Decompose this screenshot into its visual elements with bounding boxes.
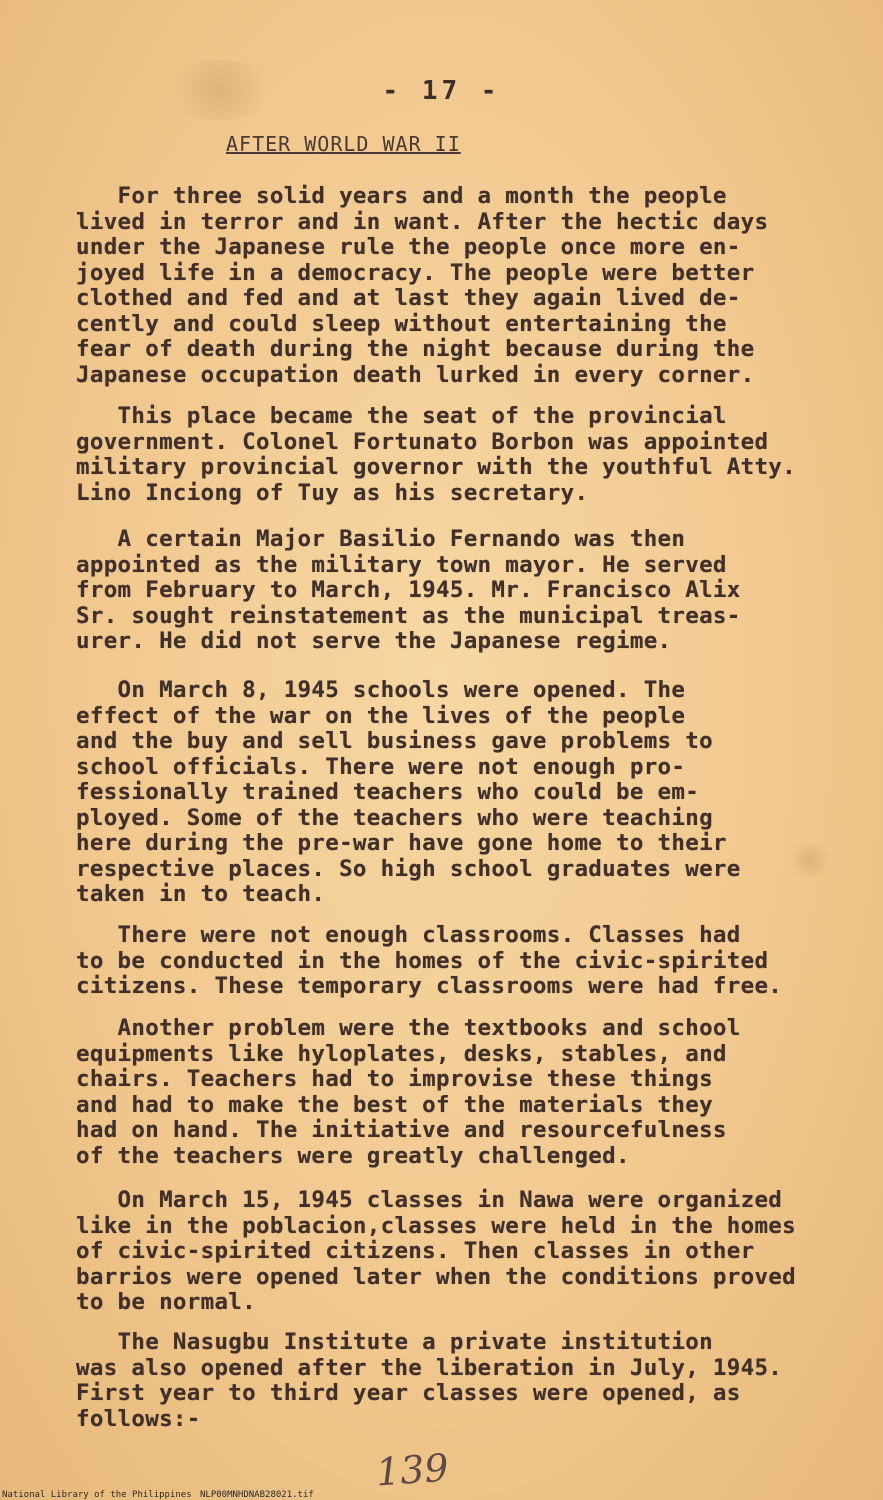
footer-library-name: National Library of the Philippines xyxy=(2,1490,192,1500)
footer-file-name: NLP00MNHDNAB28021.tif xyxy=(200,1490,314,1500)
paragraph: On March 8, 1945 schools were opened. The effect of the war on the lives of the people and the buy and sell business gave problems to school officials. There were not enough pro- fessionally trained teachers who could be em- ployed. Some of the teachers who were teaching here during the pre-war have gone home to their respective places. So high school graduates were taken in to teach. xyxy=(76,677,741,907)
paragraph: For three solid years and a month the people lived in terror and in want. After the hectic days under the Japanese rule the people once more en- joyed life in a democracy. The people were better clothed and fed and at last they again lived de- cently and could sleep without entertaining the fear of death during the night because during the Japanese occupation death lurked in every corner. xyxy=(76,183,769,388)
paragraph: There were not enough classrooms. Classes had to be conducted in the homes of the civic-spirited citizens. These temporary classrooms were had free. xyxy=(76,922,783,999)
handwritten-folio-number: 139 xyxy=(374,1445,450,1495)
paragraph: On March 15, 1945 classes in Nawa were organized like in the poblacion,classes were held in the homes of civic-spirited citizens. Then classes in other barrios were opened later when the conditions proved to be normal. xyxy=(76,1187,796,1315)
paragraph: The Nasugbu Institute a private institution was also opened after the liberation in July, 1945. First year to third year classes were opened, as follows:- xyxy=(76,1329,783,1432)
section-heading: AFTER WORLD WAR II xyxy=(226,132,461,156)
paragraph: Another problem were the textbooks and school equipments like hyloplates, desks, stables, and chairs. Teachers had to improvise these things and had to make the best of the materials they had on hand. The initiative and resourcefulness of the teachers were greatly challenged. xyxy=(76,1015,741,1169)
paragraph: A certain Major Basilio Fernando was then appointed as the military town mayor. He served from February to March, 1945. Mr. Francisco Alix Sr. sought reinstatement as the municipal treas- urer. He did not serve the Japanese regime. xyxy=(76,526,741,654)
paragraph: This place became the seat of the provincial government. Colonel Fortunato Borbon was appointed military provincial governor with the youthful Atty. Lino Inciong of Tuy as his secretary. xyxy=(76,403,796,506)
page-number: - 17 - xyxy=(382,76,501,106)
